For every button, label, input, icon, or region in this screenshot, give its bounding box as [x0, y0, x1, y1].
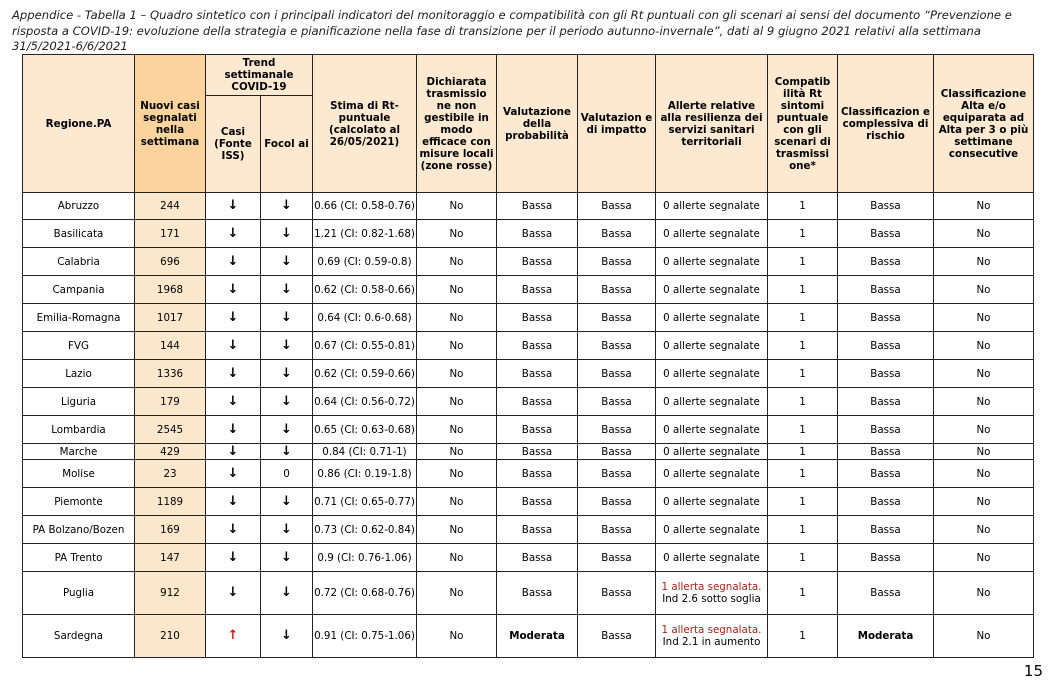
high-class-cell: No	[934, 416, 1034, 444]
trend-outbreaks-cell	[261, 360, 313, 388]
probability-cell: Bassa	[497, 444, 578, 460]
high-class-cell: No	[934, 388, 1034, 416]
header-regione: Regione.PA	[23, 55, 135, 193]
declared-cell: No	[417, 360, 497, 388]
trend-cases-cell	[206, 248, 261, 276]
alerts-cell: 0 allerte segnalate	[656, 544, 768, 572]
impact-cell: Bassa	[578, 304, 656, 332]
table-row	[23, 193, 1034, 220]
risk-class-cell: Bassa	[838, 488, 934, 516]
alert-detail: Ind 2.1 in aumento	[662, 636, 761, 648]
trend-cases-cell	[206, 360, 261, 388]
rt-cell: 0.9 (CI: 0.76-1.06)	[313, 544, 417, 572]
compatibility-cell: 1	[768, 388, 838, 416]
new-cases-cell: 147	[135, 544, 206, 572]
arrow-down-icon: ↓	[227, 521, 239, 537]
high-class-cell: No	[934, 444, 1034, 460]
region-cell: Abruzzo	[23, 193, 135, 220]
arrow-down-icon: ↓	[281, 253, 292, 269]
alerts-cell: 0 allerte segnalate	[656, 304, 768, 332]
trend-outbreaks-cell	[261, 416, 313, 444]
rt-cell: 0.64 (CI: 0.6-0.68)	[313, 304, 417, 332]
arrow-down-icon: ↓	[227, 443, 239, 459]
probability-cell: Bassa	[497, 544, 578, 572]
risk-class-cell: Bassa	[838, 304, 934, 332]
region-cell: Lazio	[23, 360, 135, 388]
arrow-down-icon: ↓	[227, 465, 239, 481]
header-compatibilita: Compatib ilità Rt sintomi puntuale con gli scenari di trasmissi one*	[768, 55, 838, 193]
arrow-down-icon: ↓	[281, 281, 292, 297]
new-cases-cell: 1336	[135, 360, 206, 388]
declared-cell: No	[417, 572, 497, 615]
arrow-down-icon: ↓	[281, 549, 292, 565]
trend-outbreaks-cell	[261, 304, 313, 332]
alerts-cell: 0 allerte segnalate	[656, 276, 768, 304]
table-row	[23, 572, 1034, 615]
alerts-cell: 0 allerte segnalate	[656, 193, 768, 220]
risk-class-cell: Bassa	[838, 416, 934, 444]
rt-cell: 1.21 (CI: 0.82-1.68)	[313, 220, 417, 248]
compatibility-cell: 1	[768, 416, 838, 444]
header-allerte: Allerte relative alla resilienza dei servizi sanitari territoriali	[656, 55, 768, 193]
arrow-down-icon: ↓	[281, 337, 292, 353]
new-cases-cell: 179	[135, 388, 206, 416]
new-cases-cell: 144	[135, 332, 206, 360]
trend-outbreaks-cell	[261, 276, 313, 304]
declared-cell: No	[417, 248, 497, 276]
trend-outbreaks-cell	[261, 388, 313, 416]
trend-cases-cell	[206, 544, 261, 572]
alerts-cell: 0 allerte segnalate	[656, 332, 768, 360]
high-class-cell: No	[934, 488, 1034, 516]
probability-cell: Bassa	[497, 572, 578, 615]
table-row	[23, 360, 1034, 388]
region-cell: Puglia	[23, 572, 135, 615]
risk-class-cell: Bassa	[838, 220, 934, 248]
trend-outbreaks-cell	[261, 193, 313, 220]
trend-cases-cell	[206, 416, 261, 444]
compatibility-cell: 1	[768, 572, 838, 615]
new-cases-cell: 696	[135, 248, 206, 276]
declared-cell: No	[417, 416, 497, 444]
header-casi: Casi (Fonte ISS)	[206, 96, 261, 193]
alerts-cell: 0 allerte segnalate	[656, 516, 768, 544]
rt-cell: 0.67 (CI: 0.55-0.81)	[313, 332, 417, 360]
compatibility-cell: 1	[768, 220, 838, 248]
trend-cases-cell	[206, 444, 261, 460]
arrow-down-icon: ↓	[281, 493, 292, 509]
impact-cell: Bassa	[578, 193, 656, 220]
arrow-down-icon: ↓	[281, 365, 292, 381]
region-cell: Sardegna	[23, 615, 135, 658]
new-cases-cell: 1189	[135, 488, 206, 516]
impact-cell: Bassa	[578, 416, 656, 444]
risk-class-cell: Bassa	[838, 388, 934, 416]
new-cases-cell: 171	[135, 220, 206, 248]
impact-cell: Bassa	[578, 516, 656, 544]
rt-cell: 0.73 (CI: 0.62-0.84)	[313, 516, 417, 544]
region-cell: Emilia-Romagna	[23, 304, 135, 332]
alerts-cell: 0 allerte segnalate	[656, 444, 768, 460]
impact-cell: Bassa	[578, 248, 656, 276]
new-cases-cell: 210	[135, 615, 206, 658]
region-cell: Campania	[23, 276, 135, 304]
risk-class-cell: Bassa	[838, 572, 934, 615]
trend-cases-cell	[206, 193, 261, 220]
new-cases-cell: 244	[135, 193, 206, 220]
compatibility-cell: 1	[768, 544, 838, 572]
trend-cases-cell	[206, 304, 261, 332]
alerts-cell	[656, 615, 768, 658]
high-class-cell: No	[934, 193, 1034, 220]
arrow-down-icon: ↓	[227, 549, 239, 565]
region-cell: Calabria	[23, 248, 135, 276]
high-class-cell: No	[934, 516, 1034, 544]
compatibility-cell: 1	[768, 248, 838, 276]
trend-cases-cell	[206, 388, 261, 416]
declared-cell: No	[417, 304, 497, 332]
probability-cell: Bassa	[497, 276, 578, 304]
impact-cell: Bassa	[578, 276, 656, 304]
region-cell: Molise	[23, 460, 135, 488]
header-impatto: Valutazion e di impatto	[578, 55, 656, 193]
impact-cell: Bassa	[578, 615, 656, 658]
compatibility-cell: 1	[768, 332, 838, 360]
arrow-down-icon: ↓	[227, 493, 239, 509]
probability-cell: Bassa	[497, 388, 578, 416]
trend-outbreaks-cell	[261, 572, 313, 615]
page-number: 15	[1023, 662, 1043, 680]
trend-outbreaks-cell	[261, 615, 313, 658]
impact-cell: Bassa	[578, 572, 656, 615]
table-caption: Appendice - Tabella 1 – Quadro sintetico con i principali indicatori del monitoraggio e compatibilità con gli Rt puntuali con gli scenari ai sensi del documento “Prevenzione e risposta a COVID-19: evoluzione della strategia e pianificazione nella fase di transizione per il periodo autunno-invernale”, dati al 9 giugno 2021 relativi alla settimana 31/5/2021-6/6/2021	[12, 8, 1012, 53]
arrow-down-icon: ↓	[227, 365, 239, 381]
new-cases-cell: 23	[135, 460, 206, 488]
probability-cell: Bassa	[497, 304, 578, 332]
compatibility-cell: 1	[768, 488, 838, 516]
new-cases-cell: 912	[135, 572, 206, 615]
rt-cell: 0.62 (CI: 0.59-0.66)	[313, 360, 417, 388]
arrow-up-icon: ↑	[227, 628, 239, 643]
table-row	[23, 220, 1034, 248]
header-dichiarata: Dichiarata trasmissio ne non gestibile in modo efficace con misure locali (zone rosse)	[417, 55, 497, 193]
compatibility-cell: 1	[768, 304, 838, 332]
rt-cell: 0.66 (CI: 0.58-0.76)	[313, 193, 417, 220]
arrow-down-icon: ↓	[281, 585, 292, 600]
compatibility-cell: 1	[768, 276, 838, 304]
trend-outbreaks-cell	[261, 488, 313, 516]
impact-cell: Bassa	[578, 388, 656, 416]
trend-cases-cell	[206, 572, 261, 615]
compatibility-cell: 1	[768, 460, 838, 488]
arrow-down-icon: ↓	[281, 628, 292, 643]
trend-outbreaks-cell	[261, 444, 313, 460]
impact-cell: Bassa	[578, 444, 656, 460]
compatibility-cell: 1	[768, 444, 838, 460]
region-cell: Liguria	[23, 388, 135, 416]
alert-highlight: 1 allerta segnalata.	[661, 624, 762, 636]
table-row	[23, 444, 1034, 460]
risk-class-cell: Bassa	[838, 193, 934, 220]
trend-cases-cell	[206, 615, 261, 658]
probability-cell: Bassa	[497, 460, 578, 488]
impact-cell: Bassa	[578, 360, 656, 388]
trend-cases-cell	[206, 220, 261, 248]
rt-cell: 0.64 (CI: 0.56-0.72)	[313, 388, 417, 416]
table-row	[23, 304, 1034, 332]
probability-cell: Bassa	[497, 416, 578, 444]
rt-cell: 0.84 (CI: 0.71-1)	[313, 444, 417, 460]
alert-highlight: 1 allerta segnalata.	[661, 581, 762, 593]
declared-cell: No	[417, 544, 497, 572]
alerts-cell: 0 allerte segnalate	[656, 360, 768, 388]
probability-cell: Bassa	[497, 488, 578, 516]
arrow-down-icon: ↓	[281, 421, 292, 437]
high-class-cell: No	[934, 615, 1034, 658]
declared-cell: No	[417, 193, 497, 220]
trend-cases-cell	[206, 460, 261, 488]
alerts-cell: 0 allerte segnalate	[656, 248, 768, 276]
probability-cell: Bassa	[497, 516, 578, 544]
high-class-cell: No	[934, 304, 1034, 332]
impact-cell: Bassa	[578, 332, 656, 360]
declared-cell: No	[417, 332, 497, 360]
region-cell: Basilicata	[23, 220, 135, 248]
arrow-down-icon: ↓	[227, 585, 239, 600]
declared-cell: No	[417, 488, 497, 516]
compatibility-cell: 1	[768, 615, 838, 658]
new-cases-cell: 2545	[135, 416, 206, 444]
table-row	[23, 615, 1034, 658]
trend-cases-cell	[206, 516, 261, 544]
declared-cell: No	[417, 444, 497, 460]
alerts-cell: 0 allerte segnalate	[656, 488, 768, 516]
table-row	[23, 276, 1034, 304]
alerts-cell: 0 allerte segnalate	[656, 460, 768, 488]
table-row	[23, 516, 1034, 544]
probability-cell: Bassa	[497, 360, 578, 388]
risk-class-cell: Bassa	[838, 332, 934, 360]
header-rt: Stima di Rt-puntuale (calcolato al 26/05/2021)	[313, 55, 417, 193]
trend-outbreaks-cell	[261, 544, 313, 572]
arrow-down-icon: ↓	[227, 198, 239, 213]
rt-cell: 0.62 (CI: 0.58-0.66)	[313, 276, 417, 304]
high-class-cell: No	[934, 572, 1034, 615]
high-class-cell: No	[934, 360, 1034, 388]
region-cell: Lombardia	[23, 416, 135, 444]
risk-class-cell: Bassa	[838, 444, 934, 460]
risk-class-cell: Bassa	[838, 516, 934, 544]
table-row	[23, 332, 1034, 360]
header-nuovi-casi: Nuovi casi segnalati nella settimana	[135, 55, 206, 193]
risk-class-cell: Bassa	[838, 248, 934, 276]
alerts-cell: 0 allerte segnalate	[656, 416, 768, 444]
table-row	[23, 544, 1034, 572]
header-classificazione: Classificazion e complessiva di rischio	[838, 55, 934, 193]
header-probabilita: Valutazione della probabilità	[497, 55, 578, 193]
rt-cell: 0.91 (CI: 0.75-1.06)	[313, 615, 417, 658]
declared-cell: No	[417, 460, 497, 488]
trend-cases-cell	[206, 488, 261, 516]
new-cases-cell: 1017	[135, 304, 206, 332]
trend-cases-cell	[206, 276, 261, 304]
trend-outbreaks-cell	[261, 248, 313, 276]
risk-class-cell: Bassa	[838, 276, 934, 304]
new-cases-cell: 169	[135, 516, 206, 544]
declared-cell: No	[417, 388, 497, 416]
arrow-down-icon: ↓	[281, 309, 292, 325]
rt-cell: 0.86 (CI: 0.19-1.8)	[313, 460, 417, 488]
declared-cell: No	[417, 220, 497, 248]
table-row	[23, 416, 1034, 444]
compatibility-cell: 1	[768, 193, 838, 220]
monitoring-table	[22, 54, 1034, 658]
alert-detail: Ind 2.6 sotto soglia	[662, 593, 761, 605]
declared-cell: No	[417, 516, 497, 544]
risk-class-cell: Bassa	[838, 360, 934, 388]
risk-class-cell: Moderata	[838, 615, 934, 658]
probability-cell: Bassa	[497, 220, 578, 248]
arrow-down-icon: ↓	[227, 337, 239, 353]
table-row	[23, 388, 1034, 416]
region-cell: FVG	[23, 332, 135, 360]
probability-cell: Bassa	[497, 332, 578, 360]
trend-outbreaks-cell	[261, 332, 313, 360]
rt-cell: 0.69 (CI: 0.59-0.8)	[313, 248, 417, 276]
impact-cell: Bassa	[578, 544, 656, 572]
arrow-down-icon: ↓	[227, 253, 239, 269]
high-class-cell: No	[934, 276, 1034, 304]
region-cell: Piemonte	[23, 488, 135, 516]
impact-cell: Bassa	[578, 220, 656, 248]
trend-outbreaks-cell	[261, 516, 313, 544]
probability-cell: Bassa	[497, 193, 578, 220]
arrow-down-icon: ↓	[227, 393, 239, 409]
arrow-down-icon: ↓	[227, 309, 239, 325]
alerts-cell: 0 allerte segnalate	[656, 388, 768, 416]
rt-cell: 0.65 (CI: 0.63-0.68)	[313, 416, 417, 444]
trend-cases-cell	[206, 332, 261, 360]
high-class-cell: No	[934, 332, 1034, 360]
trend-outbreaks-cell: 0	[261, 460, 313, 488]
table-row	[23, 488, 1034, 516]
high-class-cell: No	[934, 220, 1034, 248]
arrow-down-icon: ↓	[281, 198, 292, 213]
impact-cell: Bassa	[578, 460, 656, 488]
declared-cell: No	[417, 615, 497, 658]
high-class-cell: No	[934, 544, 1034, 572]
header-trend: Trend settimanale COVID-19	[206, 55, 313, 96]
arrow-down-icon: ↓	[227, 281, 239, 297]
impact-cell: Bassa	[578, 488, 656, 516]
compatibility-cell: 1	[768, 516, 838, 544]
probability-cell: Bassa	[497, 248, 578, 276]
rt-cell: 0.71 (CI: 0.65-0.77)	[313, 488, 417, 516]
new-cases-cell: 429	[135, 444, 206, 460]
region-cell: Marche	[23, 444, 135, 460]
alerts-cell: 0 allerte segnalate	[656, 220, 768, 248]
region-cell: PA Trento	[23, 544, 135, 572]
high-class-cell: No	[934, 460, 1034, 488]
header-focolai: Focol ai	[261, 96, 313, 193]
arrow-down-icon: ↓	[281, 521, 292, 537]
region-cell: PA Bolzano/Bozen	[23, 516, 135, 544]
arrow-down-icon: ↓	[281, 393, 292, 409]
rt-cell: 0.72 (CI: 0.68-0.76)	[313, 572, 417, 615]
declared-cell: No	[417, 276, 497, 304]
table-row	[23, 248, 1034, 276]
arrow-down-icon: ↓	[281, 225, 292, 241]
arrow-down-icon: ↓	[227, 421, 239, 437]
new-cases-cell: 1968	[135, 276, 206, 304]
compatibility-cell: 1	[768, 360, 838, 388]
risk-class-cell: Bassa	[838, 460, 934, 488]
header-alta: Classificazione Alta e/o equiparata ad Alta per 3 o più settimane consecutive	[934, 55, 1034, 193]
arrow-down-icon: ↓	[227, 225, 239, 241]
trend-outbreaks-cell	[261, 220, 313, 248]
probability-cell: Moderata	[497, 615, 578, 658]
alerts-cell	[656, 572, 768, 615]
table-row	[23, 460, 1034, 488]
arrow-down-icon: ↓	[281, 443, 292, 459]
high-class-cell: No	[934, 248, 1034, 276]
risk-class-cell: Bassa	[838, 544, 934, 572]
